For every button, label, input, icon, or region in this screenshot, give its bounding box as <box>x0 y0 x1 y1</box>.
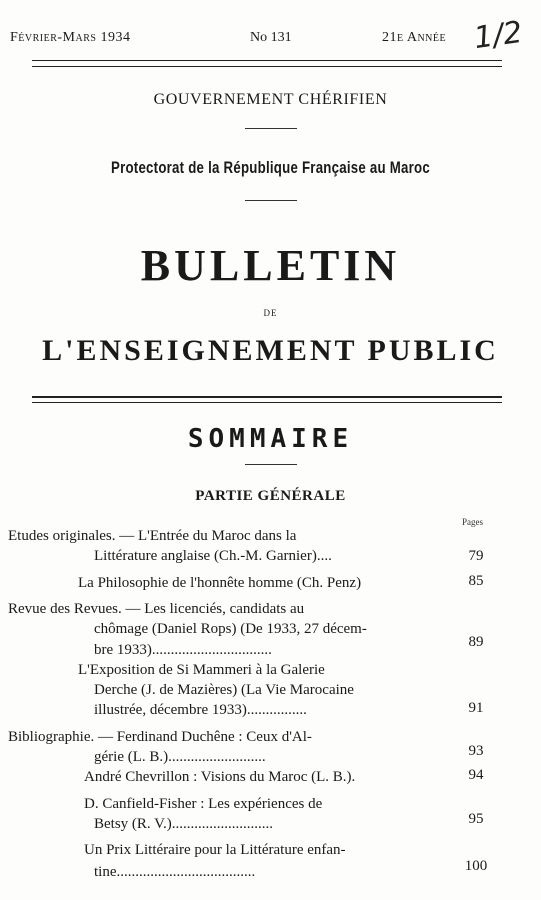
page-number: 89 <box>468 634 484 650</box>
header-rule <box>32 60 502 61</box>
divider <box>245 464 297 465</box>
toc-line: bre 1933)................................ <box>94 642 272 658</box>
issue-year: 21e Année <box>382 30 447 45</box>
page-number: 91 <box>468 700 484 716</box>
page-number: 95 <box>468 811 484 827</box>
page-number: 94 <box>468 767 484 783</box>
issue-number: No 131 <box>250 30 292 45</box>
toc-line: Betsy (R. V.)........................... <box>94 816 274 832</box>
toc-line: chômage (Daniel Rops) (De 1933, 27 décem- <box>94 621 367 637</box>
sommaire-heading: SOMMAIRE <box>187 424 354 454</box>
toc-line: Revue des Revues. — Les licenciés, candidats au <box>8 601 305 617</box>
toc-line: gérie (L. B.).......................... <box>94 749 266 765</box>
section-heading: PARTIE GÉNÉRALE <box>195 488 346 504</box>
protectorate-heading: Protectorat de la République Française au Maroc <box>110 158 430 177</box>
toc-line: Derche (J. de Mazières) (La Vie Marocaine <box>94 682 354 698</box>
page-number: 100 <box>464 858 488 874</box>
toc-line: La Philosophie de l'honnête homme (Ch. Penz) <box>78 575 362 591</box>
masthead-rule <box>32 396 502 398</box>
handwritten-mark: 1/2 <box>471 14 525 57</box>
government-heading: GOUVERNEMENT CHÉRIFIEN <box>153 91 388 108</box>
title-connector: DE <box>263 308 278 318</box>
divider <box>245 128 297 129</box>
toc-line: D. Canfield-Fisher : Les expériences de <box>84 796 323 812</box>
issue-date: Février-Mars 1934 <box>10 30 131 45</box>
divider <box>245 200 297 201</box>
toc-line: L'Exposition de Si Mammeri à la Galerie <box>78 662 325 678</box>
pages-column-label: Pages <box>462 517 483 527</box>
page-number: 85 <box>468 573 484 589</box>
page-number: 79 <box>468 548 484 564</box>
toc-line: illustrée, décembre 1933)................ <box>94 702 307 718</box>
toc-line: Bibliographie. — Ferdinand Duchêne : Ceux d'Al- <box>8 729 312 745</box>
masthead-rule <box>32 402 502 403</box>
page-number: 93 <box>468 743 484 759</box>
issue-header <box>10 30 480 54</box>
toc-line: Un Prix Littéraire pour la Littérature enfan- <box>84 842 346 858</box>
toc-line: Littérature anglaise (Ch.-M. Garnier).... <box>94 548 332 564</box>
header-rule <box>32 66 502 67</box>
bulletin-subtitle: L'ENSEIGNEMENT PUBLIC <box>42 334 499 367</box>
toc-line: André Chevrillon : Visions du Maroc (L. B.). <box>84 769 356 785</box>
toc-line: Etudes originales. — L'Entrée du Maroc dans la <box>8 528 297 544</box>
toc-line: tine..................................... <box>94 864 256 880</box>
bulletin-title: BULLETIN <box>140 241 401 290</box>
